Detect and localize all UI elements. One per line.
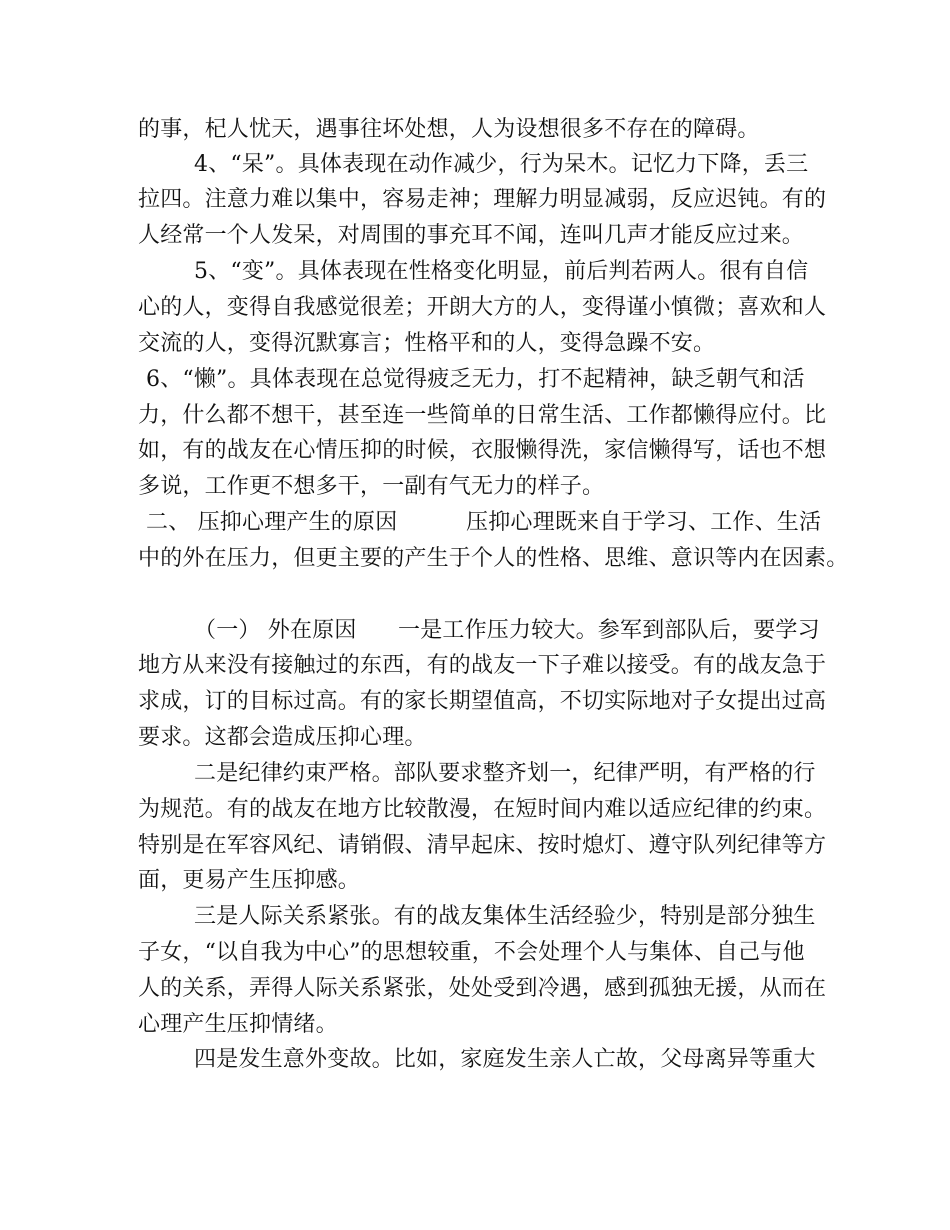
text-line: 人的关系，弄得人际关系紧张，处处受到冷遇，感到孤独无援，从而在 [138, 976, 827, 1001]
text-line: 5、“变”。具体表现在性格变化明显，前后判若两人。很有自信 [194, 259, 809, 284]
text-line: 拉四。注意力难以集中，容易走神；理解力明显减弱，反应迟钝。有的 [138, 187, 827, 212]
text-line: 压抑心理既来自于学习、工作、生活 [466, 510, 822, 535]
text-line: 二是纪律约束严格。部队要求整齐划一，纪律严明，有严格的行 [194, 761, 816, 786]
text-line: 中的外在压力，但更主要的产生于个人的性格、思维、意识等内在因素。 [138, 546, 849, 571]
text-line: 4、“呆”。具体表现在动作减少，行为呆木。记忆力下降，丢三 [194, 152, 809, 177]
text-line: 6、“懒”。具体表现在总觉得疲乏无力，打不起精神，缺乏朝气和活 [146, 367, 805, 392]
text-line: 特别是在军容风纪、请销假、清早起床、按时熄灯、遵守队列纪律等方 [138, 833, 827, 858]
text-line: 为规范。有的战友在地方比较散漫，在短时间内难以适应纪律的约束。 [138, 797, 827, 822]
text-line: 力，什么都不想干，甚至连一些简单的日常生活、工作都懒得应付。比 [138, 403, 827, 428]
text-line: 求成，订的目标过高。有的家长期望值高，不切实际地对子女提出过高 [138, 689, 827, 714]
text-line: 面，更易产生压抑感。 [138, 868, 361, 893]
text-line: 地方从来没有接触过的东西，有的战友一下子难以接受。有的战友急于 [138, 653, 827, 678]
subsection-heading: （一） 外在原因 [194, 618, 357, 643]
text-line: 一是工作压力较大。参军到部队后，要学习 [398, 618, 820, 643]
text-line: 人经常一个人发呆，对周围的事充耳不闻，连叫几声才能反应过来。 [138, 223, 805, 248]
text-line: 子女，“以自我为中心”的思想较重，不会处理个人与集体、自己与他 [138, 940, 805, 965]
text-line: 多说，工作更不想多干，一副有气无力的样子。 [138, 474, 605, 499]
section-heading: 二、 压抑心理产生的原因 [146, 510, 398, 535]
text-line: 要求。这都会造成压抑心理。 [138, 725, 427, 750]
text-line: 心理产生压抑情绪。 [138, 1012, 338, 1037]
text-line: 如，有的战友在心情压抑的时候，衣服懒得洗，家信懒得写，话也不想 [138, 438, 827, 463]
text-line: 四是发生意外变故。比如，家庭发生亲人亡故，父母离异等重大 [194, 1047, 816, 1072]
text-line: 交流的人，变得沉默寡言；性格平和的人，变得急躁不安。 [138, 331, 716, 356]
text-line: 心的人，变得自我感觉很差；开朗大方的人，变得谨小慎微；喜欢和人 [138, 295, 827, 320]
text-line: 的事，杞人忧天，遇事往坏处想，人为设想很多不存在的障碍。 [138, 117, 760, 142]
text-line: 三是人际关系紧张。有的战友集体生活经验少，特别是部分独生 [194, 904, 816, 929]
